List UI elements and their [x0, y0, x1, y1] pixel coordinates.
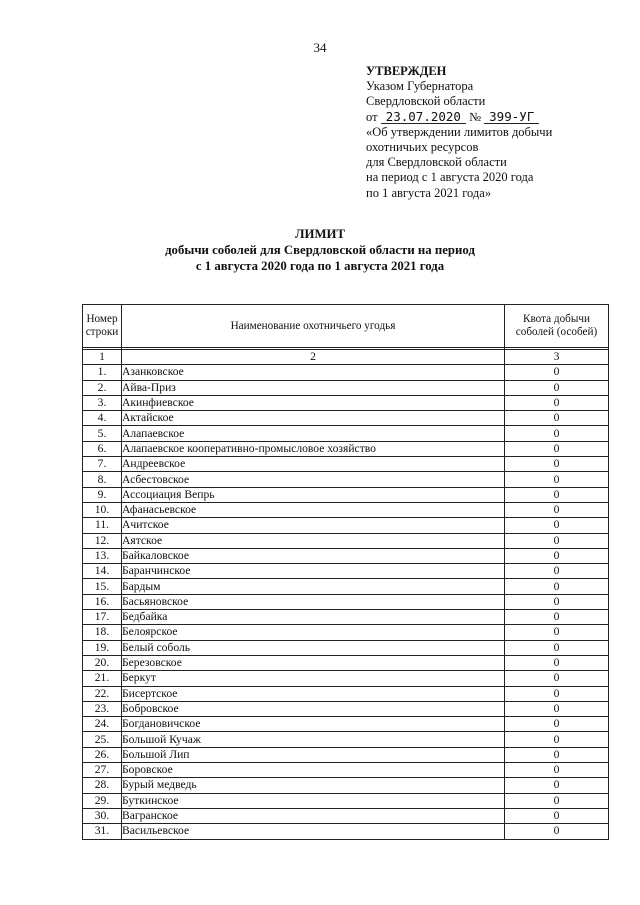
table-row — [83, 824, 609, 839]
approval-quote-5: по 1 августа 2021 года» — [366, 185, 492, 200]
row-number-cell: 4. — [83, 411, 122, 426]
quota-cell: 0 — [505, 548, 609, 563]
approval-line-1: Указом Губернатора — [366, 79, 474, 94]
table-row — [83, 594, 609, 609]
hunting-ground-cell: Березовское — [122, 655, 505, 670]
quota-cell: 0 — [505, 502, 609, 517]
table-row — [83, 411, 609, 426]
title-line-2: добычи соболей для Свердловской области на период — [165, 243, 475, 257]
header-hunting-ground: Наименование охотничьего угодья — [122, 305, 505, 348]
hunting-ground-cell: Басьяновское — [122, 594, 505, 609]
title-line-3: с 1 августа 2020 года по 1 августа 2021 года — [195, 259, 445, 273]
quota-cell: 0 — [505, 487, 609, 502]
hunting-ground-cell: Алапаевское — [122, 426, 505, 441]
table-row — [83, 533, 609, 548]
table-row — [83, 701, 609, 716]
row-number-cell: 31. — [83, 824, 122, 839]
row-number-cell: 3. — [83, 395, 122, 410]
hunting-ground-cell: Баранчинское — [122, 564, 505, 579]
row-number-cell: 9. — [83, 487, 122, 502]
hunting-ground-cell: Акинфиевское — [122, 395, 505, 410]
row-number-cell: 24. — [83, 717, 122, 732]
table-row — [83, 655, 609, 670]
hunting-ground-cell: Белый соболь — [122, 640, 505, 655]
row-number-cell: 13. — [83, 548, 122, 563]
number-prefix: № — [469, 109, 482, 124]
table-row — [83, 717, 609, 732]
quota-cell: 0 — [505, 518, 609, 533]
quota-cell: 0 — [505, 640, 609, 655]
row-number-cell: 28. — [83, 778, 122, 793]
row-number-cell: 25. — [83, 732, 122, 747]
row-number-cell: 2. — [83, 380, 122, 395]
table-row — [83, 564, 609, 579]
quota-cell: 0 — [505, 717, 609, 732]
header-quota-line-1: Квота добычи — [522, 313, 590, 325]
table-row — [83, 518, 609, 533]
table-row — [83, 441, 609, 456]
hunting-ground-cell: Большой Лип — [122, 747, 505, 762]
document-title — [0, 226, 640, 274]
quota-cell: 0 — [505, 808, 609, 823]
quota-cell: 0 — [505, 564, 609, 579]
row-number-cell: 17. — [83, 610, 122, 625]
limits-table — [82, 304, 609, 840]
approval-quote-4: на период с 1 августа 2020 года — [366, 170, 534, 185]
date-prefix: от — [366, 109, 378, 124]
hunting-ground-cell: Беркут — [122, 671, 505, 686]
table-row — [83, 548, 609, 563]
quota-cell: 0 — [505, 824, 609, 839]
quota-cell: 0 — [505, 594, 609, 609]
header-row-number — [83, 305, 122, 348]
hunting-ground-cell: Вагранское — [122, 808, 505, 823]
approval-line-2: Свердловской области — [366, 94, 486, 109]
quota-cell: 0 — [505, 395, 609, 410]
row-number-cell: 27. — [83, 763, 122, 778]
table-row — [83, 365, 609, 380]
hunting-ground-cell: Бардым — [122, 579, 505, 594]
table-header-row — [83, 305, 609, 348]
row-number-cell: 19. — [83, 640, 122, 655]
table-row — [83, 610, 609, 625]
row-number-cell: 26. — [83, 747, 122, 762]
row-number-cell: 8. — [83, 472, 122, 487]
column-index-row — [83, 350, 609, 365]
quota-cell: 0 — [505, 411, 609, 426]
hunting-ground-cell: Богдановичское — [122, 717, 505, 732]
table-row — [83, 778, 609, 793]
table-row — [83, 686, 609, 701]
quota-cell: 0 — [505, 732, 609, 747]
quota-cell: 0 — [505, 380, 609, 395]
row-number-cell: 23. — [83, 701, 122, 716]
row-number-cell: 30. — [83, 808, 122, 823]
table-row — [83, 625, 609, 640]
hunting-ground-cell: Андреевское — [122, 457, 505, 472]
table-row — [83, 579, 609, 594]
quota-cell: 0 — [505, 610, 609, 625]
approval-heading: УТВЕРЖДЕН — [366, 64, 447, 78]
row-number-cell: 11. — [83, 518, 122, 533]
decree-date: 23.07.2020 — [381, 110, 466, 124]
table-row — [83, 640, 609, 655]
quota-cell: 0 — [505, 365, 609, 380]
quota-cell: 0 — [505, 793, 609, 808]
hunting-ground-cell: Байкаловское — [122, 548, 505, 563]
quota-cell: 0 — [505, 441, 609, 456]
hunting-ground-cell: Ассоциация Вепрь — [122, 487, 505, 502]
hunting-ground-cell: Бисертское — [122, 686, 505, 701]
table-row — [83, 732, 609, 747]
table-body — [83, 365, 609, 839]
table-row — [83, 380, 609, 395]
hunting-ground-cell: Бедбайка — [122, 610, 505, 625]
quota-cell: 0 — [505, 778, 609, 793]
row-number-cell: 7. — [83, 457, 122, 472]
table-row — [83, 502, 609, 517]
approval-quote-2: охотничьих ресурсов — [366, 140, 479, 155]
hunting-ground-cell: Аятское — [122, 533, 505, 548]
header-quota — [505, 305, 609, 348]
table-row — [83, 747, 609, 762]
row-number-cell: 6. — [83, 441, 122, 456]
hunting-ground-cell: Белоярское — [122, 625, 505, 640]
column-index-3: 3 — [505, 350, 609, 365]
column-index-1: 1 — [83, 350, 122, 365]
row-number-cell: 5. — [83, 426, 122, 441]
quota-cell: 0 — [505, 671, 609, 686]
decree-number: 399-УГ — [484, 110, 539, 124]
hunting-ground-cell: Актайское — [122, 411, 505, 426]
row-number-cell: 16. — [83, 594, 122, 609]
row-number-cell: 18. — [83, 625, 122, 640]
row-number-cell: 1. — [83, 365, 122, 380]
quota-cell: 0 — [505, 625, 609, 640]
table-row — [83, 395, 609, 410]
header-row-number-line-1: Номер — [86, 313, 118, 325]
approval-date-line — [366, 110, 552, 125]
hunting-ground-cell: Буткинское — [122, 793, 505, 808]
quota-cell: 0 — [505, 701, 609, 716]
quota-cell: 0 — [505, 747, 609, 762]
hunting-ground-cell: Бобровское — [122, 701, 505, 716]
table-row — [83, 671, 609, 686]
hunting-ground-cell: Азанковское — [122, 365, 505, 380]
table-row — [83, 763, 609, 778]
approval-quote-3: для Свердловской области — [366, 155, 507, 170]
hunting-ground-cell: Алапаевское кооперативно-промысловое хозяйство — [122, 441, 505, 456]
page-number: 34 — [313, 40, 327, 55]
row-number-cell: 21. — [83, 671, 122, 686]
hunting-ground-cell: Бурый медведь — [122, 778, 505, 793]
hunting-ground-cell: Васильевское — [122, 824, 505, 839]
row-number-cell: 15. — [83, 579, 122, 594]
quota-cell: 0 — [505, 686, 609, 701]
hunting-ground-cell: Айва-Приз — [122, 380, 505, 395]
quota-cell: 0 — [505, 533, 609, 548]
table-row — [83, 472, 609, 487]
table-row — [83, 793, 609, 808]
quota-cell: 0 — [505, 655, 609, 670]
quota-cell: 0 — [505, 426, 609, 441]
quota-cell: 0 — [505, 472, 609, 487]
table-row — [83, 487, 609, 502]
row-number-cell: 20. — [83, 655, 122, 670]
hunting-ground-cell: Афанасьевское — [122, 502, 505, 517]
approval-block — [366, 64, 552, 201]
table-row — [83, 457, 609, 472]
row-number-cell: 10. — [83, 502, 122, 517]
row-number-cell: 12. — [83, 533, 122, 548]
column-index-2: 2 — [122, 350, 505, 365]
row-number-cell: 14. — [83, 564, 122, 579]
hunting-ground-cell: Асбестовское — [122, 472, 505, 487]
table-row — [83, 426, 609, 441]
header-row-number-line-2: строки — [85, 326, 119, 338]
approval-quote-1: «Об утверждении лимитов добычи — [366, 124, 553, 139]
row-number-cell: 22. — [83, 686, 122, 701]
quota-cell: 0 — [505, 457, 609, 472]
hunting-ground-cell: Большой Кучаж — [122, 732, 505, 747]
hunting-ground-cell: Боровское — [122, 763, 505, 778]
quota-cell: 0 — [505, 579, 609, 594]
hunting-ground-cell: Ачитское — [122, 518, 505, 533]
table-row — [83, 808, 609, 823]
title-line-1: ЛИМИТ — [294, 227, 346, 241]
header-quota-line-2: соболей (особей) — [515, 326, 598, 338]
row-number-cell: 29. — [83, 793, 122, 808]
quota-cell: 0 — [505, 763, 609, 778]
